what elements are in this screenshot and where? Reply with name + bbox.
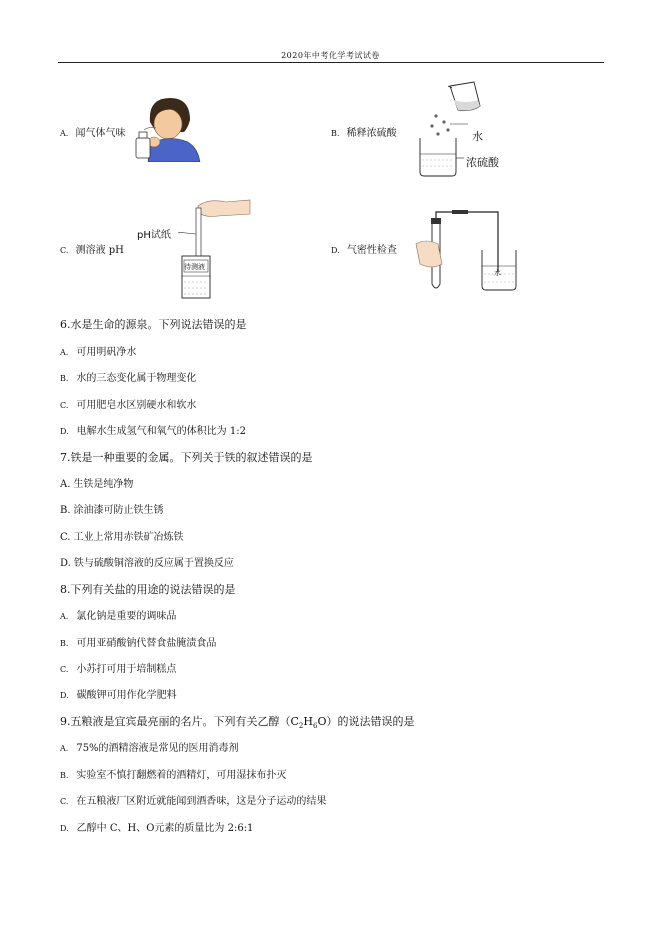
question6-stem: 6.水是生命的源泉。下列说法错误的是 [60, 318, 247, 331]
option-a-key: A. [60, 129, 69, 138]
option-d [331, 241, 397, 256]
option-a [60, 124, 126, 139]
label-water-b: 水 [472, 130, 483, 143]
question9-choice-b: B. 实验室不慎打翻燃着的酒精灯，可用湿抹布扑灭 [60, 770, 287, 781]
question9-choice-c: C. 在五粮液厂区附近就能闻到酒香味，这是分子运动的结果 [60, 796, 327, 807]
question8-choice-a: A. 氯化钠是重要的调味品 [60, 611, 177, 622]
question9-choice-a: A. 75%的酒精溶液是常见的医用消毒剂 [60, 743, 239, 754]
option-b-text: 稀释浓硫酸 [346, 128, 397, 139]
label-water-d: 水 [494, 269, 501, 277]
question7-choice-c: C. 工业上常用赤铁矿冶炼铁 [60, 532, 184, 543]
question6-choice-b: B. 水的三态变化属于物理变化 [60, 373, 197, 384]
question6-choice-a: A. 可用明矾净水 [60, 347, 137, 358]
question6-choice-d: D. 电解水生成氢气和氧气的体积比为 1:2 [60, 426, 246, 437]
question9-stem: 9.五粮液是宜宾最亮丽的名片。下列有关乙醇$(C_2H_6O)$的说法错误的是 [60, 715, 415, 731]
option-d-key: D. [331, 246, 340, 255]
question8-choice-d: D. 碳酸钾可用作化学肥料 [60, 690, 177, 701]
question8-choice-b: B. 可用亚硝酸钠代替食盐腌渍食品 [60, 638, 217, 649]
question7-choice-b: B. 涂油漆可防止铁生锈 [60, 505, 164, 516]
option-b [331, 124, 397, 139]
option-a-text: 闻气体气味 [75, 128, 126, 139]
option-c-key: C. [60, 246, 69, 255]
question7-choice-a: A. 生铁是纯净物 [60, 479, 134, 490]
question7-stem: 7.铁是一种重要的金属。下列关于铁的叙述错误的是 [60, 451, 313, 464]
question8-stem: 8.下列有关盐的用途的说法错误的是 [60, 583, 236, 596]
option-d-text: 气密性检查 [346, 245, 397, 256]
smell-gas-figure [128, 92, 204, 162]
question9-choice-d: D. 乙醇中 C、H、O元素的质量比为 2:6:1 [60, 823, 254, 834]
label-acid-b: 浓硫酸 [466, 156, 499, 169]
ph-test-figure [178, 196, 252, 300]
page-header: 2020年中考化学考试试卷 [281, 51, 380, 60]
label-test-liquid: 待测液 [184, 263, 205, 271]
question6-choice-c: C. 可用肥皂水区别硬水和软水 [60, 400, 197, 411]
label-ph-paper: pH试纸 [137, 230, 171, 241]
question8-choice-c: C. 小苏打可用于培制糕点 [60, 664, 177, 675]
airtight-check-figure [412, 208, 532, 298]
option-c [60, 241, 124, 256]
option-b-key: B. [331, 129, 340, 138]
header-divider [58, 62, 604, 63]
option-c-text: 测溶液 pH [75, 245, 124, 256]
question7-choice-d: D. 铁与硫酸铜溶液的反应属于置换反应 [60, 558, 234, 569]
